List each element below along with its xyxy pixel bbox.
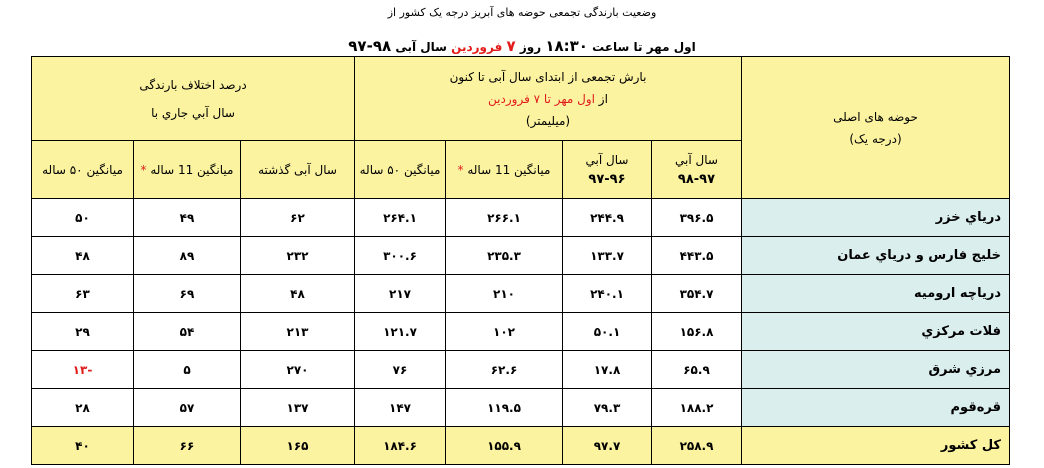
basin-name: مرزي شرق [742,351,1010,389]
col-diff-prev: سال آبی گذشته [241,141,355,199]
cell-d-avg50: ۵۰ [32,199,134,237]
cell-avg50: ۲۱۷ [355,275,446,313]
cell-d-avg50: ۴۸ [32,237,134,275]
cell-d-avg50: ۴۰ [32,427,134,465]
cell-prev: ۵۰.۱ [563,313,652,351]
cell-avg11: ۱۰۲ [446,313,563,351]
col-avg11: میانگین 11 ساله * [446,141,563,199]
cell-d-avg50: ۶۳ [32,275,134,313]
cell-prev: ۷۹.۳ [563,389,652,427]
cell-avg50: ۷۶ [355,351,446,389]
cell-d-avg50: -۱۳ [32,351,134,389]
cell-avg11: ۲۳۵.۳ [446,237,563,275]
col-diff-avg50: میانگین ۵۰ ساله [32,141,134,199]
basin-name: فلات مرکزي [742,313,1010,351]
basin-name: خلیج فارس و دریاي عمان [742,237,1010,275]
col-prev-year: سال آبي ۹۷-۹۶ [563,141,652,199]
basin-header: حوضه های اصلی (درجه یک) [742,57,1010,199]
cell-d-prev: ۱۶۵ [241,427,355,465]
col-diff-avg11: میانگین 11 ساله * [134,141,241,199]
report-subtitle: اول مهر تا ساعت ۱۸:۳۰ روز ۷ فروردین سال آبی ۹۸-۹۷ [348,37,696,55]
report-title: وضعیت بارندگی تجمعی حوضه های آبریز درجه یک کشور از [387,6,657,19]
cell-d-prev: ۶۲ [241,199,355,237]
cell-cur: ۴۴۳.۵ [652,237,742,275]
cell-prev: ۹۷.۷ [563,427,652,465]
cell-d-avg50: ۲۹ [32,313,134,351]
cell-cur: ۱۵۶.۸ [652,313,742,351]
basin-name: دریاچه ارومیه [742,275,1010,313]
cell-d-avg11: ۸۹ [134,237,241,275]
basin-name: قره‌قوم [742,389,1010,427]
cell-d-avg11: ۵۴ [134,313,241,351]
cell-avg11: ۶۲.۶ [446,351,563,389]
cell-avg50: ۱۸۴.۶ [355,427,446,465]
table-row [32,351,1010,389]
table-row [32,237,1010,275]
cell-cur: ۳۵۴.۷ [652,275,742,313]
cell-d-avg11: ۶۶ [134,427,241,465]
cell-prev: ۲۴۴.۹ [563,199,652,237]
cell-d-avg50: ۲۸ [32,389,134,427]
cell-d-avg11: ۴۹ [134,199,241,237]
cell-d-avg11: ۵ [134,351,241,389]
cell-prev: ۲۴۰.۱ [563,275,652,313]
cell-prev: ۱۷.۸ [563,351,652,389]
rain-group-header: بارش تجمعی از ابتدای سال آبی تا کنون از اول مهر تا ۷ فروردین (میلیمتر) [355,57,742,141]
cell-d-prev: ۲۳۲ [241,237,355,275]
table-row [32,199,1010,237]
cell-avg50: ۳۰۰.۶ [355,237,446,275]
cell-cur: ۳۹۶.۵ [652,199,742,237]
col-avg50: میانگین ۵۰ ساله [355,141,446,199]
cell-d-prev: ۱۳۷ [241,389,355,427]
cell-d-prev: ۲۷۰ [241,351,355,389]
cell-avg50: ۱۴۷ [355,389,446,427]
cell-avg11: ۱۵۵.۹ [446,427,563,465]
table-row [32,389,1010,427]
diff-group-header: درصد اختلاف بارندگی سال آبي جاري با [32,57,355,141]
cell-cur: ۱۸۸.۲ [652,389,742,427]
rainfall-table [31,56,1010,465]
cell-avg50: ۲۶۴.۱ [355,199,446,237]
table-row [32,313,1010,351]
cell-cur: ۶۵.۹ [652,351,742,389]
cell-d-avg11: ۵۷ [134,389,241,427]
cell-d-prev: ۴۸ [241,275,355,313]
cell-prev: ۱۳۳.۷ [563,237,652,275]
cell-d-prev: ۲۱۳ [241,313,355,351]
col-cur-year: سال آبي ۹۸-۹۷ [652,141,742,199]
table-total-row [32,427,1010,465]
table-body [32,199,1010,465]
basin-name: کل کشور [742,427,1010,465]
cell-avg50: ۱۲۱.۷ [355,313,446,351]
cell-avg11: ۲۶۶.۱ [446,199,563,237]
basin-name: دریاي خزر [742,199,1010,237]
cell-cur: ۲۵۸.۹ [652,427,742,465]
cell-avg11: ۲۱۰ [446,275,563,313]
cell-avg11: ۱۱۹.۵ [446,389,563,427]
table-row [32,275,1010,313]
cell-d-avg11: ۶۹ [134,275,241,313]
